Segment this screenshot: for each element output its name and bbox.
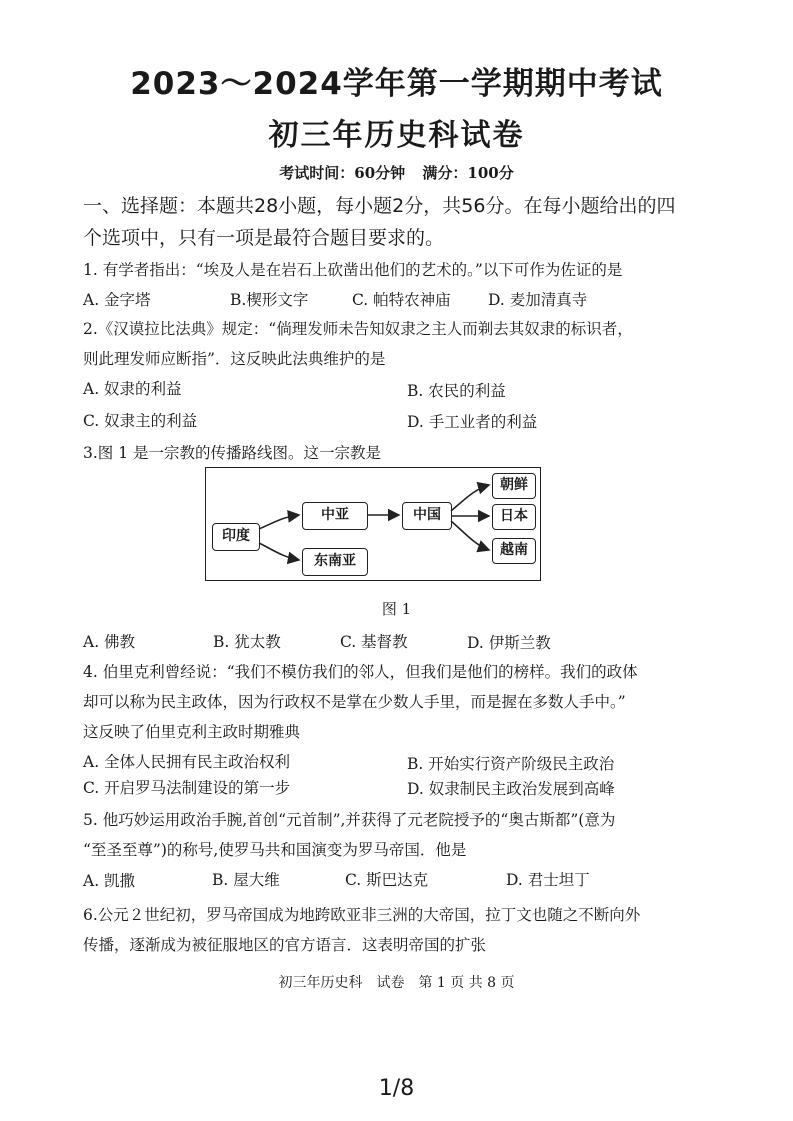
arrow-india-central-asia bbox=[259, 515, 299, 529]
question-6-line2: 传播，逐渐成为被征服地区的官方语言．这表明帝国的扩张 bbox=[83, 936, 487, 954]
full-score: 满分：100分 bbox=[422, 164, 514, 182]
q2-option-b: B. 农民的利益 bbox=[407, 382, 506, 400]
q2-option-c: C. 奴隶主的利益 bbox=[83, 412, 198, 430]
q1-option-c: C. 帕特农神庙 bbox=[352, 291, 451, 309]
arrow-china-korea bbox=[451, 485, 489, 511]
question-5-line1: 5. 他巧妙运用政治手腕,首创“元首制”,并获得了元老院授予的“奥古斯都”(意为 bbox=[83, 811, 616, 829]
page-indicator: 1/8 bbox=[378, 1076, 415, 1101]
node-japan: 日本 bbox=[492, 504, 536, 530]
q1-option-b: B.楔形文字 bbox=[230, 291, 309, 309]
arrow-india-southeast-asia bbox=[259, 543, 299, 560]
exam-subtitle: 初三年历史科试卷 bbox=[268, 118, 525, 153]
question-5-line2: “至圣至尊”)的称号,使罗马共和国演变为罗马帝国．他是 bbox=[83, 841, 467, 859]
question-4-line3: 这反映了伯里克利主政时期雅典 bbox=[83, 723, 301, 741]
exam-meta bbox=[0, 162, 793, 183]
page-footer: 初三年历史科 试卷 第 1 页 共 8 页 bbox=[278, 975, 515, 991]
section-heading-line2: 个选项中，只有一项是最符合题目要求的。 bbox=[83, 227, 445, 249]
node-vietnam: 越南 bbox=[492, 538, 536, 564]
question-1-line1: 1. 有学者指出：“埃及人是在岩石上砍凿出他们的艺术的。”以下可作为佐证的是 bbox=[83, 261, 623, 279]
section-heading-line1: 一、选择题：本题共28小题，每小题2分，共56分。在每小题给出的四 bbox=[83, 195, 676, 217]
node-korea: 朝鲜 bbox=[492, 473, 536, 499]
arrow-china-vietnam bbox=[451, 521, 489, 550]
q4-option-d: D. 奴隶制民主政治发展到高峰 bbox=[407, 780, 615, 798]
diagram-arrows bbox=[205, 467, 541, 581]
exam-title: 2023～2024学年第一学期期中考试 bbox=[130, 66, 663, 102]
q3-option-c: C. 基督教 bbox=[340, 633, 408, 651]
q5-option-d: D. 君士坦丁 bbox=[506, 871, 590, 889]
q3-option-d: D. 伊斯兰教 bbox=[467, 634, 551, 652]
question-4-line1: 4. 伯里克利曾经说：“我们不模仿我们的邻人，但我们是他们的榜样。我们的政体 bbox=[83, 663, 638, 681]
q5-option-c: C. 斯巴达克 bbox=[345, 871, 429, 889]
q1-option-d: D. 麦加清真寺 bbox=[488, 291, 588, 309]
question-2-line1: 2.《汉谟拉比法典》规定：“倘理发师未告知奴隶之主人而剃去其奴隶的标识者， bbox=[83, 320, 633, 338]
figure-caption: 图 1 bbox=[381, 600, 412, 618]
question-2-line2: 则此理发师应断指”．这反映此法典维护的是 bbox=[83, 350, 386, 368]
q4-option-c: C. 开启罗马法制建设的第一步 bbox=[83, 779, 291, 797]
node-central-asia: 中亚 bbox=[302, 502, 368, 530]
question-4-line2: 却可以称为民主政体，因为行政权不是掌在少数人手里，而是握在多数人手中。” bbox=[83, 693, 626, 711]
question-6-line1: 6.公元２世纪初，罗马帝国成为地跨欧亚非三洲的大帝国，拉丁文也随之不断向外 bbox=[83, 906, 641, 924]
q2-option-d: D. 手工业者的利益 bbox=[407, 413, 538, 431]
q1-option-a: A. 金字塔 bbox=[83, 291, 151, 309]
q3-option-b: B. 犹太教 bbox=[213, 633, 281, 651]
q5-option-a: A. 凯撒 bbox=[83, 872, 136, 890]
question-3-line1: 3.图 1 是一宗教的传播路线图。这一宗教是 bbox=[83, 444, 382, 462]
q4-option-a: A. 全体人民拥有民主政治权利 bbox=[83, 753, 291, 771]
q5-option-b: B. 屋大维 bbox=[212, 871, 280, 889]
node-china: 中国 bbox=[402, 502, 452, 530]
q2-option-a: A. 奴隶的利益 bbox=[83, 380, 182, 398]
q3-option-a: A. 佛教 bbox=[83, 633, 136, 651]
node-southeast-asia: 东南亚 bbox=[302, 548, 368, 576]
exam-time: 考试时间：60分钟 bbox=[279, 164, 406, 182]
q4-option-b: B. 开始实行资产阶级民主政治 bbox=[407, 755, 615, 773]
node-india: 印度 bbox=[212, 523, 260, 551]
